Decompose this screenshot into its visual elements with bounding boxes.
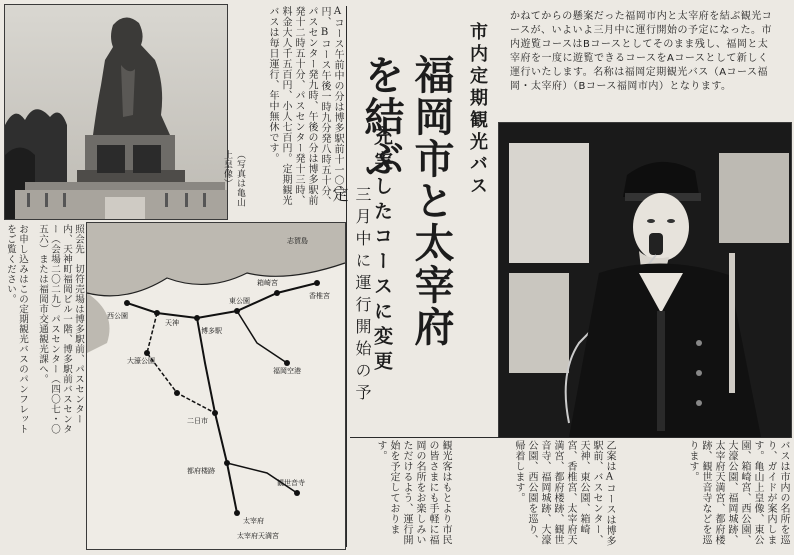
map-label-tenjin: 天神 <box>165 319 179 327</box>
map-label-airport: 福岡空港 <box>273 367 301 375</box>
photo-caption: （写真は亀山上皇像） <box>222 150 245 207</box>
map-label-hakata: 博多駅 <box>201 327 222 335</box>
map-label-tofuro: 都府楼跡 <box>187 467 215 475</box>
map-label-dazaifu: 太宰府 <box>243 517 264 525</box>
fare-text: Aコース午前中の分は博多駅前十一〇〇円、Bコース午後一時九分発八時五十分、パスセンター発九時、午後の分は博多駅前発十二時五十分、パスセンター発十三時、料金大人千五百円、小人七百円。定期観光バスは毎日運行、年中無休です。 <box>267 6 343 207</box>
statue-image <box>5 5 227 219</box>
map-label-futsukaichi: 二日市 <box>187 417 208 425</box>
route-map-image <box>87 223 345 549</box>
guide-photo <box>498 122 792 438</box>
headline: 福岡市と太宰府を結ぶ <box>358 54 455 348</box>
map-label-higashi-park: 東公園 <box>229 297 250 305</box>
notice-text: お申し込みはこの定期観光バスのパンフレットをご覧ください。 <box>5 224 28 434</box>
subhead-1: 充実したコースに変更 <box>371 126 393 376</box>
inquiry-text: 照会先 切符売場は博多駅前、パスセンター内、天神町福岡ビル一階、博多駅前バスセンター（会場二〇二九）パスセンター（四〇七・〇五六）または福岡市交通観光課へ。 <box>37 224 84 434</box>
kicker: 市内定期観光バス <box>467 22 488 198</box>
map-label-kanzeonji: 観世音寺 <box>277 479 305 487</box>
lead-text: かねてからの懸案だった福岡市内と太宰府を結ぶ観光コースが、いよいよ三月中に運行開始の予定になった。市内遊覧コースはBコースとしてそのまま残し、福岡と太宰府を一度に遊覧できるコースをAコースとして新しく運行いたします。名称は福岡定期観光バス（Aコース福岡・太宰府）（Bコース福岡市内）となります。 <box>510 11 773 92</box>
map-label-tenmangu: 太宰府天満宮 <box>237 532 279 540</box>
map-label-ohori: 大濠公園 <box>127 357 155 365</box>
subhead-2: 三月中に運行開始の予定 <box>330 186 372 406</box>
route-map <box>86 222 346 550</box>
statue-photo <box>4 4 228 220</box>
bottom-left-text: 観光客はもとより市民の皆さまにも手軽に福岡の名所をお楽しみいただけるよう、運行開始を予定しております。 <box>375 440 451 545</box>
map-label-nishi-park: 西公園 <box>107 312 128 320</box>
map-label-shikanoshima: 志賀島 <box>287 237 308 245</box>
bottom-mid-text: 乙案はAコースは博多駅前、バスセンター、天神、東公園、箱崎宮、香椎宮、太宰府天満宮、都府楼跡、観世音寺、福岡城跡、大濠公園、西公園を巡り、帰着します。 <box>513 440 615 546</box>
bottom-right-text: バスは市内の名所を巡り、ガイドが案内します。亀山上皇像、東公園、箱崎宮、西公園、大濠公園、福岡城跡、太宰府天満宮、都府楼跡、観世音寺などを巡ります。 <box>687 440 789 545</box>
guide-image <box>499 123 791 437</box>
map-label-hakozaki: 箱崎宮 <box>257 279 278 287</box>
map-label-kashii: 香椎宮 <box>309 292 330 300</box>
